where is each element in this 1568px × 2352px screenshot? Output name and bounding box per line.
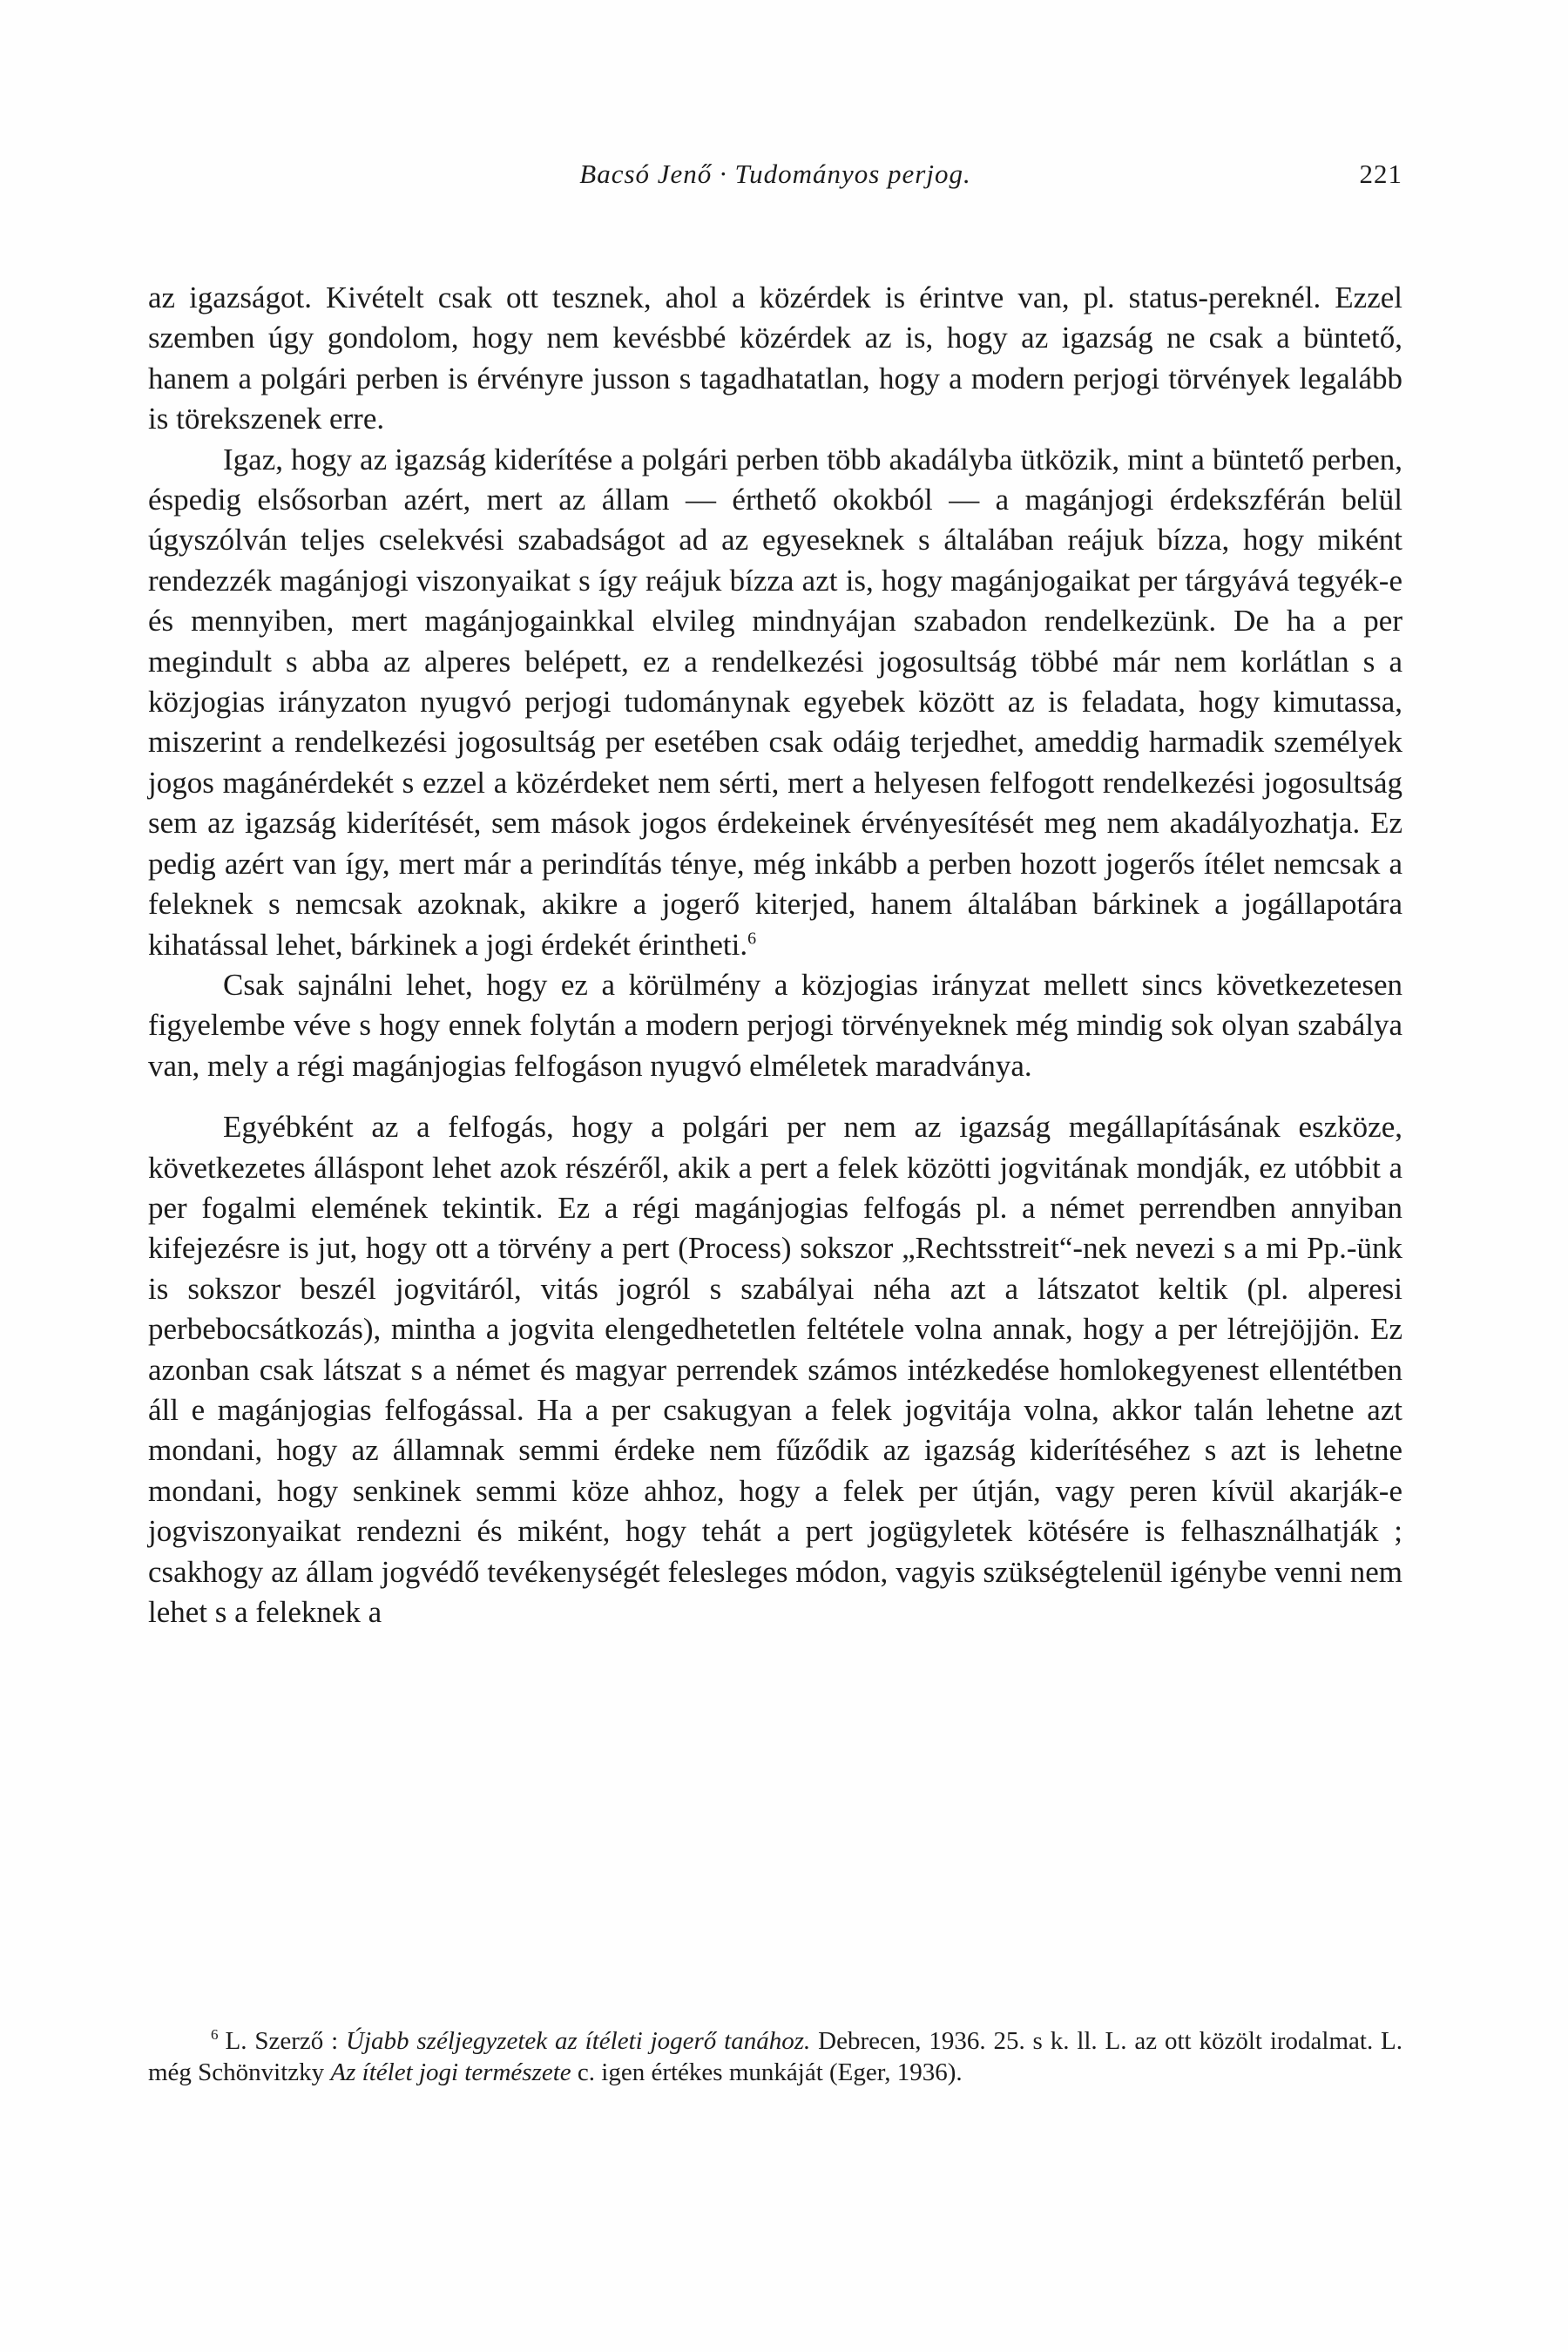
paragraph-2 — [148, 440, 1402, 965]
footnote-tail: c. igen értékes munkáját (Eger, 1936). — [577, 2058, 963, 2086]
footnote-6 — [148, 2025, 1402, 2088]
footnote-lead: L. Szerző : — [225, 2027, 339, 2055]
footnote-mark: 6 — [211, 2026, 219, 2044]
footnote-title-1: Újabb széljegyzetek az ítéleti jogerő tanához. — [346, 2027, 811, 2055]
running-title: Bacsó Jenő · Tudományos perjog. — [579, 159, 971, 189]
footnote-mid: Debrecen, 1936. 25. s k. ll. L. az ott közölt irodalmat. L. még Schönvitzky — [148, 2027, 1403, 2086]
body-text — [148, 278, 1402, 1632]
paragraph-1: az igazságot. Kivételt csak ott tesznek, ahol a közérdek is érintve van, pl. status-pereknél. Ezzel szemben úgy gondolom, hogy nem kevésbbé közérdek az is, hogy az igazság ne csak a büntető, hanem a polgári perben is érvényre jusson s tagadhatatlan, hogy a modern perjogi törvények legalább is törekszenek erre. — [148, 280, 1402, 436]
paragraph-2-text: Igaz, hogy az igazság kiderítése a polgári perben több akadályba ütközik, mint a büntető perben, éspedig elsősorban azért, mert az állam — érthető okokból — a magánjogi érdekszférán belül úgyszólván teljes cselekvési szabadságot ad az egyeseknek s általában reájuk bízza, hogy miként rendezzék magánjogi viszonyaikat s így reájuk bízza azt is, hogy magánjogaikat per tárgyává tegyék-e és mennyiben, mert magánjogainkkal elvileg mindnyájan szabadon rendelkezünk. De ha a per megindult s abba az alperes belépett, ez a rendelkezési jogosultság többé már nem korlátlan s a közjogias irányzaton nyugvó perjogi tudománynak egyebek között az is feladata, hogy kimutassa, miszerint a rendelkezési jogosultság per esetében csak odáig terjedhet, ameddig harmadik személyek jogos magánérdekét s ezzel a közérdeket nem sérti, mert a helyesen felfogott rendelkezési jogosultság sem az igazság kiderítését, sem mások jogos érdekeinek érvényesítését meg nem akadályozhatja. Ez pedig azért van így, mert már a perindítás ténye, még inkább a perben hozott jogerős ítélet nemcsak a feleknek s nemcsak azoknak, akikre a jogerő kiterjed, hanem általában bárkinek a jogállapotára kihatással lehet, bárkinek a jogi érdekét érintheti. — [148, 442, 1402, 962]
running-head — [148, 155, 1402, 193]
footnote-reference: 6 — [747, 928, 757, 948]
page-number: 221 — [1359, 159, 1402, 189]
footnote-title-2: Az ítélet jogi természete — [330, 2058, 571, 2086]
footnote — [148, 2025, 1402, 2088]
paragraph-3: Csak sajnálni lehet, hogy ez a körülmény a közjogias irányzat mellett sincs következetesen figyelembe véve s hogy ennek folytán a modern perjogi törvényeknek még mindig sok olyan szabálya van, mely a régi magánjogias felfogáson nyugvó elméletek maradványa. — [148, 967, 1402, 1083]
paragraph-4: Egyébként az a felfogás, hogy a polgári per nem az igazság megállapításának eszköze, következetes álláspont lehet azok részéről, akik a pert a felek közötti jogvitának mondják, ez utóbbit a per fogalmi elemének tekintik. Ez a régi magánjogias felfogás pl. a német perrendben annyiban kifejezésre is jut, hogy ott a törvény a pert (Process) sokszor „Rechtsstreit“-nek nevezi s a mi Pp.-ünk is sokszor beszél jogvitáról, vitás jogról s szabályai néha azt a látszatot keltik (pl. alperesi perbebocsátkozás), mintha a jogvita elengedhetetlen feltétele volna annak, hogy a per létrejöjjön. Ez azonban csak látszat s a német és magyar perrendek számos intézkedése homlokegyenest ellentétben áll e magánjogias felfogással. Ha a per csakugyan a felek jogvitája volna, akkor talán lehetne azt mondani, hogy az államnak semmi érdeke nem fűződik az igazság kiderítéséhez s azt is lehetne mondani, hogy senkinek semmi köze ahhoz, hogy a felek per útján, vagy peren kívül akarják-e jogviszonyaikat rendezni és miként, hogy tehát a pert jogügyletek kötésére is felhasználhatják ; csakhogy az állam jogvédő tevékenységét felesleges módon, vagyis szükségtelenül igénybe venni nem lehet s a feleknek a — [148, 1110, 1402, 1629]
